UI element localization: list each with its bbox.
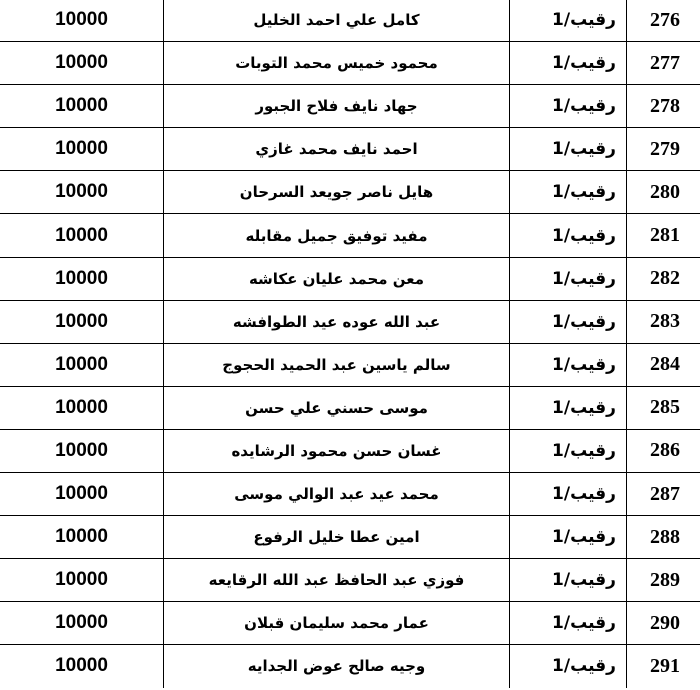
serial-number-cell: 288	[627, 516, 700, 559]
table-row	[0, 516, 700, 559]
rank-cell	[510, 559, 627, 602]
name-text: عمار محمد سليمان قبلان	[244, 614, 429, 633]
table-row	[0, 214, 700, 257]
name-cell	[164, 171, 510, 214]
rank-cell	[510, 257, 627, 300]
name-cell	[164, 473, 510, 516]
rank-cell	[510, 171, 627, 214]
amount-cell: 10000	[0, 0, 164, 42]
rank-cell	[510, 645, 627, 688]
amount-cell: 10000	[0, 257, 164, 300]
rank-text: رقيب/1	[552, 354, 616, 375]
name-cell	[164, 214, 510, 257]
table-row	[0, 300, 700, 343]
serial-number-cell: 291	[627, 645, 700, 688]
name-text: امين عطا خليل الرفوع	[253, 528, 420, 547]
rank-cell	[510, 343, 627, 386]
name-cell	[164, 0, 510, 42]
rank-cell	[510, 300, 627, 343]
name-text: جهاد نايف فلاح الجبور	[255, 97, 418, 116]
name-text: موسى حسني علي حسن	[245, 398, 428, 417]
serial-number-cell: 280	[627, 171, 700, 214]
name-cell	[164, 300, 510, 343]
table-row	[0, 128, 700, 171]
rank-cell	[510, 602, 627, 645]
rank-cell	[510, 473, 627, 516]
rank-text: رقيب/1	[552, 570, 616, 591]
amount-cell: 10000	[0, 559, 164, 602]
rank-text: رقيب/1	[552, 10, 616, 31]
rank-text: رقيب/1	[552, 397, 616, 418]
serial-number-cell: 287	[627, 473, 700, 516]
rank-cell	[510, 85, 627, 128]
name-cell	[164, 128, 510, 171]
table-row	[0, 645, 700, 688]
serial-number-cell: 276	[627, 0, 700, 42]
rank-cell	[510, 386, 627, 429]
table-row	[0, 559, 700, 602]
serial-number-cell: 277	[627, 42, 700, 85]
rank-text: رقيب/1	[552, 311, 616, 332]
table-row	[0, 473, 700, 516]
amount-cell: 10000	[0, 516, 164, 559]
amount-cell: 10000	[0, 214, 164, 257]
rank-text: رقيب/1	[552, 139, 616, 160]
rank-text: رقيب/1	[552, 484, 616, 505]
rank-text: رقيب/1	[552, 268, 616, 289]
amount-cell: 10000	[0, 42, 164, 85]
serial-number-cell: 283	[627, 300, 700, 343]
name-text: هايل ناصر جويعد السرحان	[239, 183, 434, 202]
rank-text: رقيب/1	[552, 527, 616, 548]
serial-number-cell: 285	[627, 386, 700, 429]
amount-cell: 10000	[0, 85, 164, 128]
amount-cell: 10000	[0, 171, 164, 214]
name-text: مفيد توفيق جميل مقابله	[245, 226, 428, 245]
table-row	[0, 257, 700, 300]
rank-text: رقيب/1	[552, 440, 616, 461]
rank-text: رقيب/1	[552, 225, 616, 246]
table-row	[0, 0, 700, 42]
name-cell	[164, 645, 510, 688]
serial-number-cell: 281	[627, 214, 700, 257]
table-row	[0, 343, 700, 386]
serial-number-cell: 289	[627, 559, 700, 602]
name-cell	[164, 85, 510, 128]
name-text: معن محمد عليان عكاشه	[248, 269, 425, 288]
name-text: وجيه صالح عوض الجدايه	[247, 657, 426, 676]
table-row	[0, 386, 700, 429]
amount-cell: 10000	[0, 300, 164, 343]
table-row	[0, 42, 700, 85]
table-row	[0, 602, 700, 645]
name-text: محمود خميس محمد التوبات	[235, 54, 438, 73]
rank-cell	[510, 0, 627, 42]
name-cell	[164, 343, 510, 386]
name-text: كامل علي احمد الخليل	[253, 11, 420, 30]
serial-number-cell: 282	[627, 257, 700, 300]
name-text: احمد نايف محمد غازي	[255, 140, 418, 159]
rank-cell	[510, 429, 627, 472]
serial-number-cell: 278	[627, 85, 700, 128]
serial-number-cell: 286	[627, 429, 700, 472]
name-cell	[164, 559, 510, 602]
rank-cell	[510, 42, 627, 85]
name-text: فوزي عبد الحافظ عبد الله الرقايعه	[208, 571, 465, 590]
amount-cell: 10000	[0, 602, 164, 645]
name-cell	[164, 602, 510, 645]
name-cell	[164, 516, 510, 559]
serial-number-cell: 290	[627, 602, 700, 645]
rank-cell	[510, 214, 627, 257]
rank-text: رقيب/1	[552, 96, 616, 117]
name-text: سالم ياسين عبد الحميد الحجوج	[222, 355, 451, 374]
name-cell	[164, 42, 510, 85]
name-cell	[164, 257, 510, 300]
rank-text: رقيب/1	[552, 53, 616, 74]
rank-text: رقيب/1	[552, 182, 616, 203]
serial-number-cell: 279	[627, 128, 700, 171]
name-text: محمد عيد عبد الوالي موسى	[234, 485, 439, 504]
table-row	[0, 429, 700, 472]
serial-number-cell: 284	[627, 343, 700, 386]
amount-cell: 10000	[0, 429, 164, 472]
name-cell	[164, 429, 510, 472]
amount-cell: 10000	[0, 343, 164, 386]
name-text: غسان حسن محمود الرشايده	[231, 441, 442, 460]
table-row	[0, 171, 700, 214]
rank-text: رقيب/1	[552, 613, 616, 634]
name-cell	[164, 386, 510, 429]
table-row	[0, 85, 700, 128]
amount-cell: 10000	[0, 386, 164, 429]
rank-text: رقيب/1	[552, 656, 616, 677]
rank-cell	[510, 128, 627, 171]
amount-cell: 10000	[0, 645, 164, 688]
amount-cell: 10000	[0, 473, 164, 516]
name-text: عبد الله عوده عيد الطوافشه	[232, 312, 441, 331]
rank-cell	[510, 516, 627, 559]
amount-cell: 10000	[0, 128, 164, 171]
